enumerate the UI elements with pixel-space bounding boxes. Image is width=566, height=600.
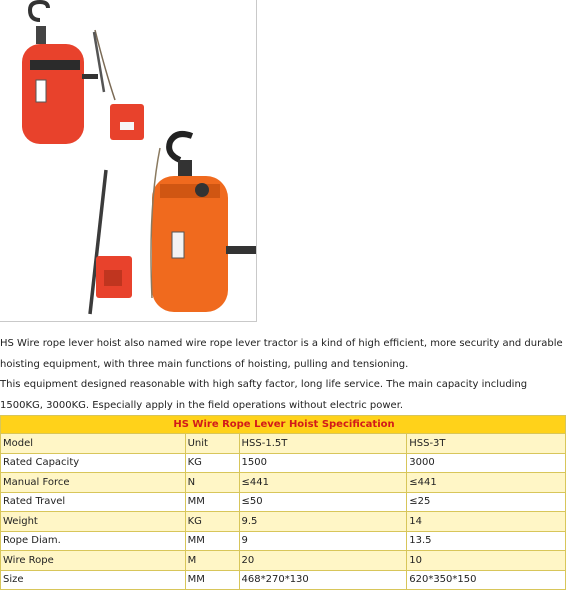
cell-param: Rope Diam. bbox=[1, 531, 186, 551]
description-line: hoisting equipment, with three main functions of hoisting, pulling and tensioning. bbox=[0, 358, 409, 370]
table-row bbox=[1, 512, 566, 532]
cell-value-1: 1500 bbox=[239, 453, 407, 473]
description-line: This equipment designed reasonable with high safty factor, long life service. The main capacity including bbox=[0, 379, 528, 390]
cell-param: Model bbox=[1, 434, 186, 454]
cell-param: Rated Capacity bbox=[1, 453, 186, 473]
cell-param: Manual Force bbox=[1, 473, 186, 493]
table-title-row bbox=[1, 416, 566, 434]
cell-value-2: 3000 bbox=[407, 453, 566, 473]
cell-value-1: 20 bbox=[239, 551, 407, 571]
cell-unit: M bbox=[185, 551, 239, 571]
cell-value-1: HSS-1.5T bbox=[239, 434, 407, 454]
cell-unit: Unit bbox=[185, 434, 239, 454]
description-line: 1500KG, 3000KG. Especially apply in the field operations without electric power. bbox=[0, 399, 404, 411]
cell-value-2: ≤441 bbox=[407, 473, 566, 493]
specification-table bbox=[0, 415, 566, 590]
table-row bbox=[1, 453, 566, 473]
table-row bbox=[1, 531, 566, 551]
cell-unit: MM bbox=[185, 570, 239, 590]
cell-value-1: 9 bbox=[239, 531, 407, 551]
table-row bbox=[1, 434, 566, 454]
cell-value-1: 468*270*130 bbox=[239, 570, 407, 590]
table-row bbox=[1, 473, 566, 493]
cell-param: Wire Rope bbox=[1, 551, 186, 571]
wire-rope-hoist-illustration bbox=[0, 0, 256, 321]
cell-unit: MM bbox=[185, 531, 239, 551]
hoist-small-red bbox=[22, 2, 144, 144]
rod-short bbox=[94, 32, 104, 92]
table-row bbox=[1, 551, 566, 571]
cell-param: Size bbox=[1, 570, 186, 590]
table-row bbox=[1, 492, 566, 512]
cell-value-2: HSS-3T bbox=[407, 434, 566, 454]
description-text bbox=[0, 334, 566, 416]
cell-unit: KG bbox=[185, 512, 239, 532]
table-row bbox=[1, 570, 566, 590]
cell-value-2: ≤25 bbox=[407, 492, 566, 512]
hoist-large-orange bbox=[151, 134, 256, 312]
cell-value-1: ≤441 bbox=[239, 473, 407, 493]
cell-unit: KG bbox=[185, 453, 239, 473]
cell-unit: N bbox=[185, 473, 239, 493]
hoist-handle-box bbox=[96, 256, 132, 298]
cell-value-2: 14 bbox=[407, 512, 566, 532]
cell-unit: MM bbox=[185, 492, 239, 512]
cell-value-2: 620*350*150 bbox=[407, 570, 566, 590]
cell-value-1: 9.5 bbox=[239, 512, 407, 532]
cell-value-2: 13.5 bbox=[407, 531, 566, 551]
cell-param: Rated Travel bbox=[1, 492, 186, 512]
cell-value-1: ≤50 bbox=[239, 492, 407, 512]
product-photo bbox=[0, 0, 257, 322]
table-title: HS Wire Rope Lever Hoist Specification bbox=[1, 416, 566, 434]
cell-param: Weight bbox=[1, 512, 186, 532]
description-line: HS Wire rope lever hoist also named wire rope lever tractor is a kind of high efficient, more security and durable bbox=[0, 338, 563, 349]
cell-value-2: 10 bbox=[407, 551, 566, 571]
